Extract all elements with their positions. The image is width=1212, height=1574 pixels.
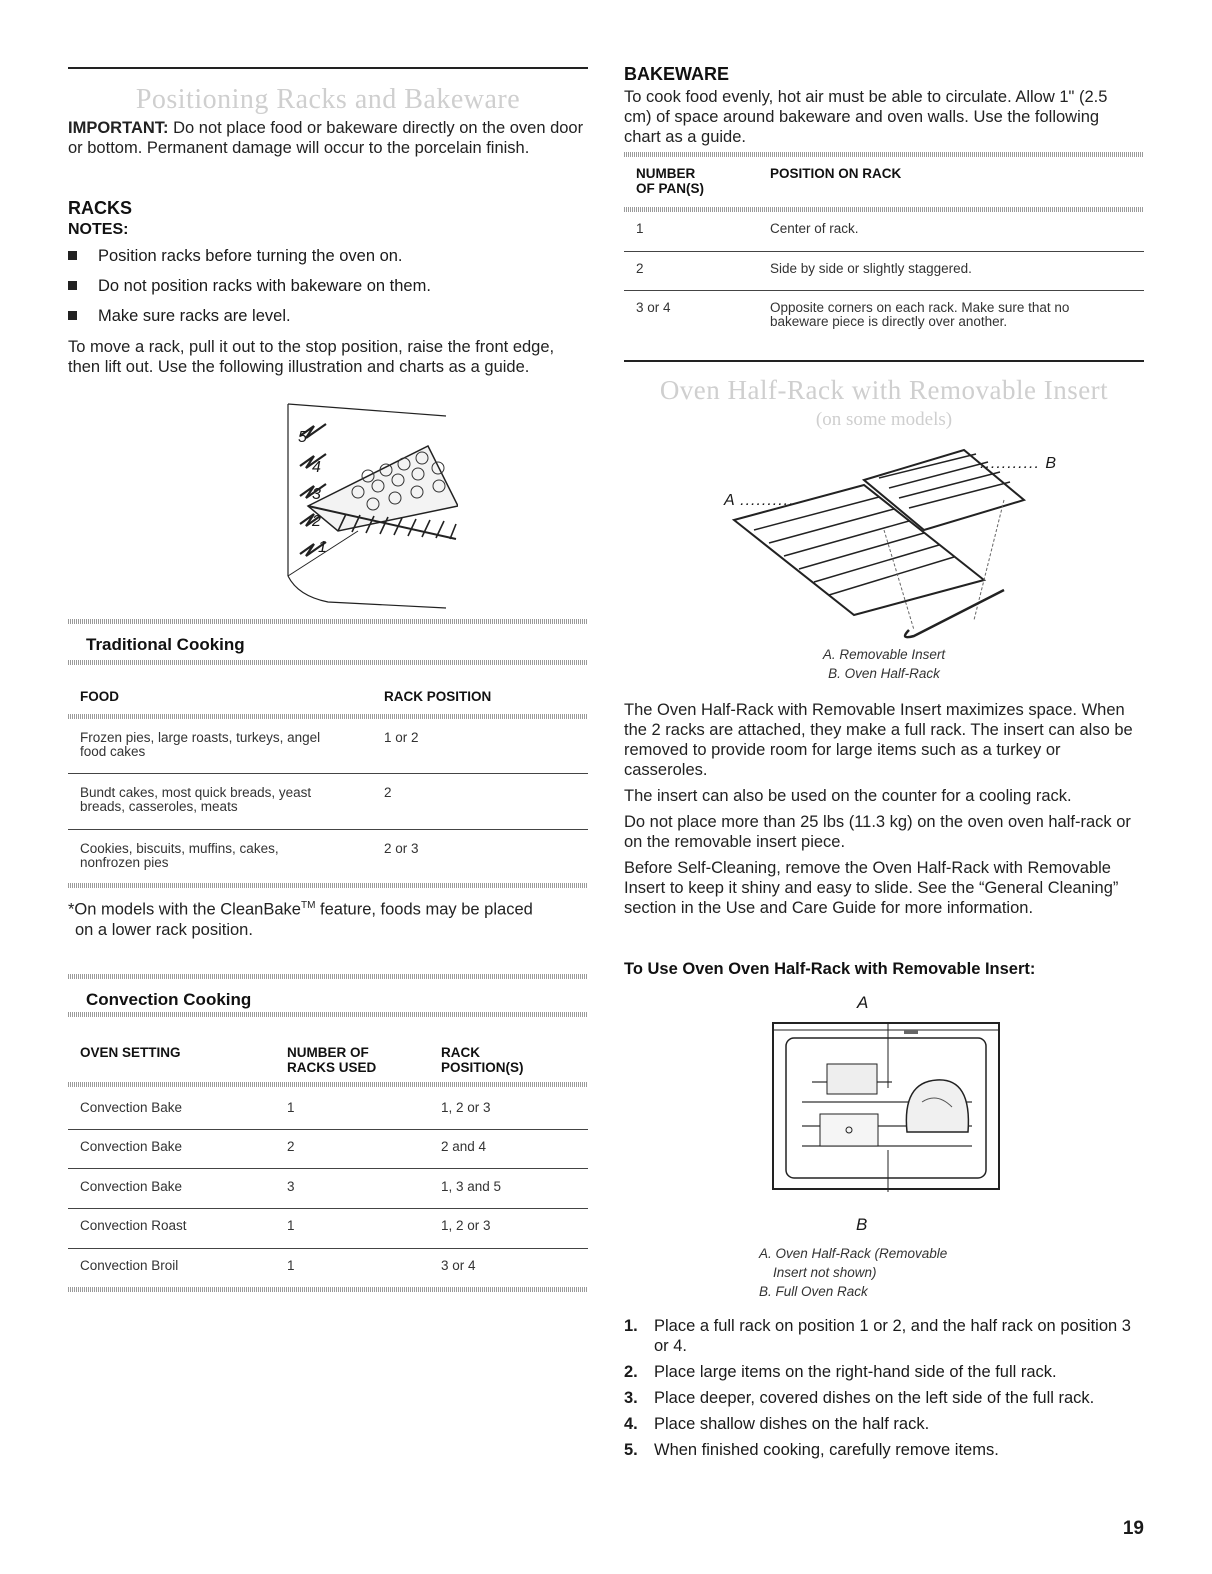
figure-caption: A. Oven Half-Rack (Removable Insert not shown) B. Full Oven Rack [759,1246,948,1299]
oven-interior-drawing [772,1022,1000,1192]
note-item [68,306,588,326]
rack-illustration [228,396,458,616]
table-cell-food: Frozen pies, large roasts, turkeys, angel food cakes [80,730,321,759]
col-header-position: POSITION ON RACK [770,166,902,181]
table-cell-setting: Convection Bake [80,1179,183,1194]
row-divider [68,829,588,830]
notes-heading: NOTES: [68,221,129,238]
rack-number-label: 5 [298,429,307,446]
row-divider [68,1208,588,1209]
bullet-square-icon [68,251,77,260]
page-number: 19 [1122,1518,1144,1539]
racks-heading: RACKS [68,198,133,218]
table-cell-food: Cookies, biscuits, muffins, cakes, nonfrozen pies [80,841,279,870]
table-divider [68,974,588,979]
table-divider [624,152,1144,157]
figure-label-a: A [857,993,869,1012]
table-cell-setting: Convection Roast [80,1218,187,1233]
table-cell-number: 1 [287,1218,295,1233]
table-cell-setting: Convection Broil [80,1258,179,1273]
use-heading: To Use Oven Oven Half-Rack with Removable Insert: [624,960,1036,978]
step-item: 4. Place shallow dishes on the half rack. [624,1415,930,1433]
cleanbake-footnote: *On models with the CleanBake™ feature, foods may be placed on a lower rack position. [68,900,533,939]
table-cell-position: Opposite corners on each rack. Make sure that no bakeware piece is directly over another. [770,300,1070,329]
table-cell-rack: 1, 2 or 3 [441,1218,491,1233]
table-cell-setting: Convection Bake [80,1100,183,1115]
important-note [68,118,586,158]
table-cell-rack: 2 and 4 [441,1139,487,1154]
table-cell-position: Side by side or slightly staggered. [770,261,972,276]
table-cell-number: 3 [287,1179,295,1194]
figure-label-b: B [856,1215,868,1234]
table-divider [68,883,588,888]
rack-number-label: 4 [312,459,321,476]
col-header-number-pans: NUMBER OF PAN(S) [636,166,704,196]
table-cell-setting: Convection Bake [80,1139,183,1154]
step-item: 2. Place large items on the right-hand side of the full rack. [624,1363,1057,1381]
step-item: 1. Place a full rack on position 1 or 2, and the half rack on position 3 or 4. [624,1317,1131,1355]
rack-number-label: 3 [312,486,321,503]
important-label: IMPORTANT: [68,119,169,137]
oven-rack-drawing [228,396,458,616]
col-header-oven-setting: OVEN SETTING [80,1045,181,1060]
note-text: Do not position racks with bakeware on them. [98,277,431,295]
page-title: Positioning Racks and Bakeware [135,84,521,115]
table-divider [624,207,1144,212]
row-divider [68,1248,588,1249]
note-item [68,276,588,296]
step-item: 5. When finished cooking, carefully remove items. [624,1441,999,1459]
half-rack-title: Oven Half-Rack with Removable Insert [659,375,1109,405]
figure-label-a: A .......... [724,492,795,509]
rack-number-label: 1 [318,539,327,556]
table-cell-rack: 1 or 2 [384,730,419,745]
row-divider [68,773,588,774]
important-text: Do not place food or bakeware directly on the oven door or bottom. Permanent damage will occur to the porcelain finish. [68,119,584,157]
table-divider [68,660,588,665]
half-rack-description [624,700,1142,918]
bakeware-heading: BAKEWARE [624,64,730,84]
rack-number-label: 2 [312,513,321,530]
col-header-rack-positions: RACK POSITION(S) [441,1045,524,1075]
table-cell-rack: 2 [384,785,392,800]
bullet-square-icon [68,281,77,290]
paragraph: Do not place more than 25 lbs (11.3 kg) on the oven oven half-rack or on the removable insert piece. [624,813,1131,851]
table-cell-number: 3 or 4 [636,300,671,315]
table-cell-number: 1 [287,1100,295,1115]
bakeware-text: To cook food evenly, hot air must be able to circulate. Allow 1" (2.5 cm) of space around bakeware and oven walls. Use the following chart as a guide. [624,88,1108,146]
table-cell-number: 1 [287,1258,295,1273]
half-rack-subtitle: (on some models) [815,409,953,430]
table-cell-number: 2 [287,1139,295,1154]
table-cell-rack: 1, 3 and 5 [441,1179,502,1194]
table-cell-food: Bundt cakes, most quick breads, yeast breads, casseroles, meats [80,785,312,814]
figure-caption: A. Removable Insert B. Oven Half-Rack [822,647,946,681]
row-divider [68,1168,588,1169]
table-cell-number: 1 [636,221,644,236]
move-rack-text: To move a rack, pull it out to the stop position, raise the front edge, then lift out. Use the following illustration and charts as a guide. [68,338,555,376]
table-divider [68,1287,588,1292]
paragraph: Before Self-Cleaning, remove the Oven Half-Rack with Removable Insert to keep it shiny and easy to slide. See the “General Cleaning” section in the Use and Care Guide for more information. [624,859,1119,917]
convection-heading: Convection Cooking [86,990,252,1009]
row-divider [624,290,1144,291]
figure-label-b: ........... B [980,455,1057,472]
table-cell-rack: 1, 2 or 3 [441,1100,491,1115]
paragraph: The Oven Half-Rack with Removable Insert maximizes space. When the 2 racks are attached, they make a full rack. The insert can also be removed to provide room for large items such as a turkey or casseroles. [624,701,1133,779]
paragraph: The insert can also be used on the counter for a cooling rack. [624,787,1072,805]
instruction-steps [624,1316,1144,1466]
note-text: Make sure racks are level. [98,307,291,325]
top-rule [68,67,588,69]
table-divider [68,714,588,719]
bullet-square-icon [68,311,77,320]
row-divider [624,251,1144,252]
row-divider [68,1129,588,1130]
traditional-heading: Traditional Cooking [86,635,245,654]
oven-interior-illustration [772,1022,1000,1192]
section-rule [624,360,1144,362]
col-header-rack-position: RACK POSITION [384,689,492,704]
table-cell-rack: 2 or 3 [384,841,419,856]
notes-list [68,246,588,336]
table-divider [68,1082,588,1087]
note-text: Position racks before turning the oven on. [98,247,403,265]
table-divider [68,619,588,624]
step-item: 3. Place deeper, covered dishes on the left side of the full rack. [624,1389,1095,1407]
col-header-food: FOOD [80,689,119,704]
col-header-number-racks: NUMBER OF RACKS USED [287,1045,377,1075]
table-cell-position: Center of rack. [770,221,859,236]
table-cell-rack: 3 or 4 [441,1258,476,1273]
table-cell-number: 2 [636,261,644,276]
table-divider [68,1012,588,1017]
note-item [68,246,588,266]
